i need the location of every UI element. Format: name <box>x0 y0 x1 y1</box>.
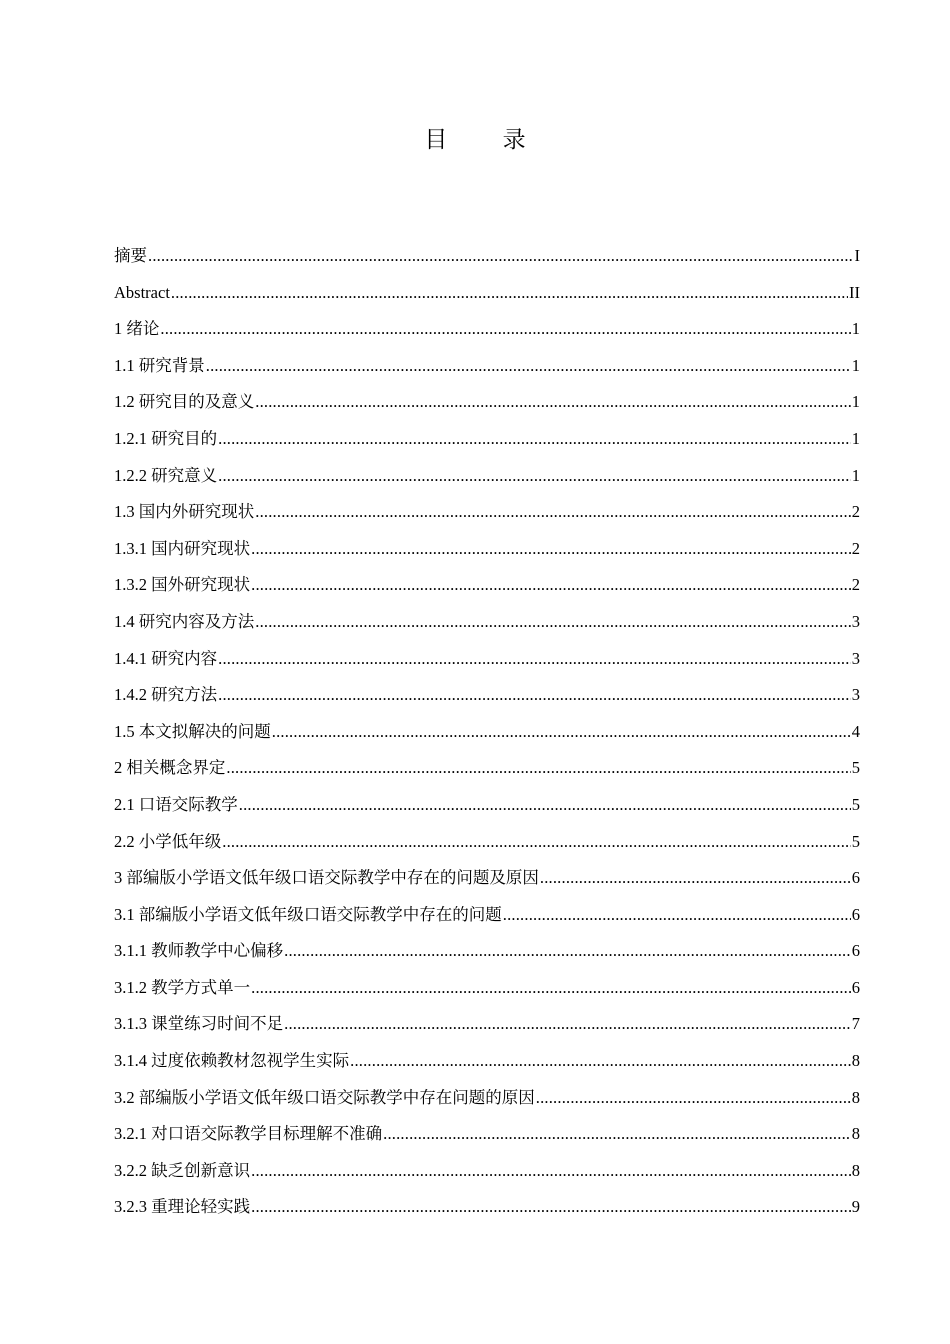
toc-entry-label: 3.2 部编版小学语文低年级口语交际教学中存在问题的原因 <box>114 1087 535 1107</box>
toc-entry[interactable] <box>114 567 860 604</box>
toc-dot-leader <box>251 567 851 604</box>
toc-dot-leader <box>218 677 851 714</box>
toc-entry[interactable] <box>114 494 860 531</box>
toc-entry-label: 3 部编版小学语文低年级口语交际教学中存在的问题及原因 <box>114 868 539 888</box>
toc-dot-leader <box>383 1116 851 1153</box>
toc-dot-leader <box>222 824 851 861</box>
toc-entry-label: 1.5 本文拟解决的问题 <box>114 721 271 741</box>
toc-entry-page-number: 2 <box>851 538 860 558</box>
toc-entry-page-number: 1 <box>851 355 860 375</box>
toc-dot-leader <box>251 1153 851 1190</box>
toc-dot-leader <box>255 494 851 531</box>
toc-entry-page-number: 5 <box>851 758 860 778</box>
toc-entry-label: 3.2.1 对口语交际教学目标理解不准确 <box>114 1124 383 1144</box>
toc-entry-label: 2 相关概念界定 <box>114 758 226 778</box>
toc-entry[interactable] <box>114 714 860 751</box>
toc-entry[interactable] <box>114 1189 860 1226</box>
toc-dot-leader <box>160 311 850 348</box>
toc-entry[interactable] <box>114 421 860 458</box>
toc-entry-page-number: 3 <box>851 648 860 668</box>
toc-entry-label: 3.1.4 过度依赖教材忽视学生实际 <box>114 1051 350 1071</box>
toc-entry-page-number: II <box>849 282 860 302</box>
toc-entry-page-number: 8 <box>851 1124 860 1144</box>
toc-dot-leader <box>255 384 851 421</box>
toc-dot-leader <box>536 1080 851 1117</box>
toc-entry[interactable] <box>114 1153 860 1190</box>
toc-entry[interactable] <box>114 348 860 385</box>
toc-entry-page-number: 2 <box>851 502 860 522</box>
toc-entry-page-number: 4 <box>851 721 860 741</box>
toc-dot-leader <box>284 933 851 970</box>
toc-entry-page-number: 6 <box>851 977 860 997</box>
toc-entry-page-number: 9 <box>851 1197 860 1217</box>
toc-entry-page-number: I <box>854 246 860 265</box>
toc-entry[interactable] <box>114 933 860 970</box>
toc-entry-page-number: 5 <box>851 831 860 851</box>
toc-dot-leader <box>226 750 850 787</box>
toc-dot-leader <box>148 238 854 275</box>
toc-entry[interactable] <box>114 311 860 348</box>
toc-dot-leader <box>284 1006 851 1043</box>
page-title: 目 录 <box>424 127 550 153</box>
toc-entry-page-number: 1 <box>851 319 860 339</box>
toc-entry-label: 1.3 国内外研究现状 <box>114 502 255 522</box>
toc-entry[interactable] <box>114 677 860 714</box>
toc-entry[interactable] <box>114 458 860 495</box>
toc-dot-leader <box>218 458 851 495</box>
toc-entry-page-number: 7 <box>851 1014 860 1034</box>
toc-entry[interactable] <box>114 641 860 678</box>
toc-entry-label: 摘要 <box>114 246 147 265</box>
toc-entry-label: 1 绪论 <box>114 319 160 339</box>
toc-dot-leader <box>239 787 851 824</box>
toc-entry-page-number: 8 <box>851 1087 860 1107</box>
toc-entry[interactable] <box>114 384 860 421</box>
toc-entry-label: 2.1 口语交际教学 <box>114 794 238 814</box>
toc-entry-page-number: 3 <box>851 685 860 705</box>
toc-entry-label: 1.4.1 研究内容 <box>114 648 218 668</box>
toc-entry[interactable] <box>114 1006 860 1043</box>
toc-dot-leader <box>272 714 851 751</box>
toc-entry-page-number: 1 <box>851 465 860 485</box>
toc-entry-label: 1.4.2 研究方法 <box>114 685 218 705</box>
toc-entry-label: 1.3.2 国外研究现状 <box>114 575 251 595</box>
toc-entry-label: 1.2.2 研究意义 <box>114 465 218 485</box>
toc-entry[interactable] <box>114 1080 860 1117</box>
toc-entry-page-number: 6 <box>851 941 860 961</box>
toc-entry[interactable] <box>114 531 860 568</box>
toc-entry[interactable] <box>114 897 860 934</box>
toc-dot-leader <box>251 970 851 1007</box>
toc-entry-label: 3.1.1 教师教学中心偏移 <box>114 941 284 961</box>
toc-entry-label: 1.4 研究内容及方法 <box>114 611 255 631</box>
toc-entry[interactable] <box>114 860 860 897</box>
toc-entry-page-number: 8 <box>851 1160 860 1180</box>
toc-entry[interactable] <box>114 970 860 1007</box>
toc-entry-label: 1.2.1 研究目的 <box>114 428 218 448</box>
toc-dot-leader <box>503 897 851 934</box>
toc-entry[interactable] <box>114 824 860 861</box>
toc-dot-leader <box>251 1189 851 1226</box>
toc-entry-label: 1.1 研究背景 <box>114 355 205 375</box>
toc-entry-label: Abstract <box>114 282 170 302</box>
toc-entry-label: 3.1.3 课堂练习时间不足 <box>114 1014 284 1034</box>
toc-entry[interactable] <box>114 604 860 641</box>
toc-entry-page-number: 2 <box>851 575 860 595</box>
toc-dot-leader <box>206 348 851 385</box>
toc-dot-leader <box>255 604 851 641</box>
toc-entry-label: 3.1.2 教学方式单一 <box>114 977 251 997</box>
toc-entry-page-number: 6 <box>851 904 860 924</box>
toc-entry-page-number: 1 <box>851 392 860 412</box>
toc-entry[interactable] <box>114 275 860 312</box>
toc-entry-page-number: 6 <box>851 868 860 888</box>
toc-entry-label: 3.1 部编版小学语文低年级口语交际教学中存在的问题 <box>114 904 502 924</box>
toc-entry[interactable] <box>114 238 860 275</box>
toc-entry[interactable] <box>114 1116 860 1153</box>
toc-dot-leader <box>171 275 848 312</box>
toc-entry-label: 3.2.2 缺乏创新意识 <box>114 1160 251 1180</box>
toc-entry-page-number: 8 <box>851 1051 860 1071</box>
table-of-contents <box>114 238 860 1226</box>
toc-entry-label: 3.2.3 重理论轻实践 <box>114 1197 251 1217</box>
toc-dot-leader <box>540 860 851 897</box>
toc-entry-page-number: 5 <box>851 794 860 814</box>
toc-dot-leader <box>251 531 851 568</box>
toc-entry-page-number: 3 <box>851 611 860 631</box>
toc-entry[interactable] <box>114 787 860 824</box>
toc-entry[interactable] <box>114 1043 860 1080</box>
toc-entry-label: 1.3.1 国内研究现状 <box>114 538 251 558</box>
toc-entry-label: 2.2 小学低年级 <box>114 831 222 851</box>
toc-entry-label: 1.2 研究目的及意义 <box>114 392 255 412</box>
toc-dot-leader <box>218 641 851 678</box>
toc-entry[interactable] <box>114 750 860 787</box>
toc-entry-page-number: 1 <box>851 428 860 448</box>
toc-dot-leader <box>218 421 851 458</box>
toc-dot-leader <box>350 1043 851 1080</box>
